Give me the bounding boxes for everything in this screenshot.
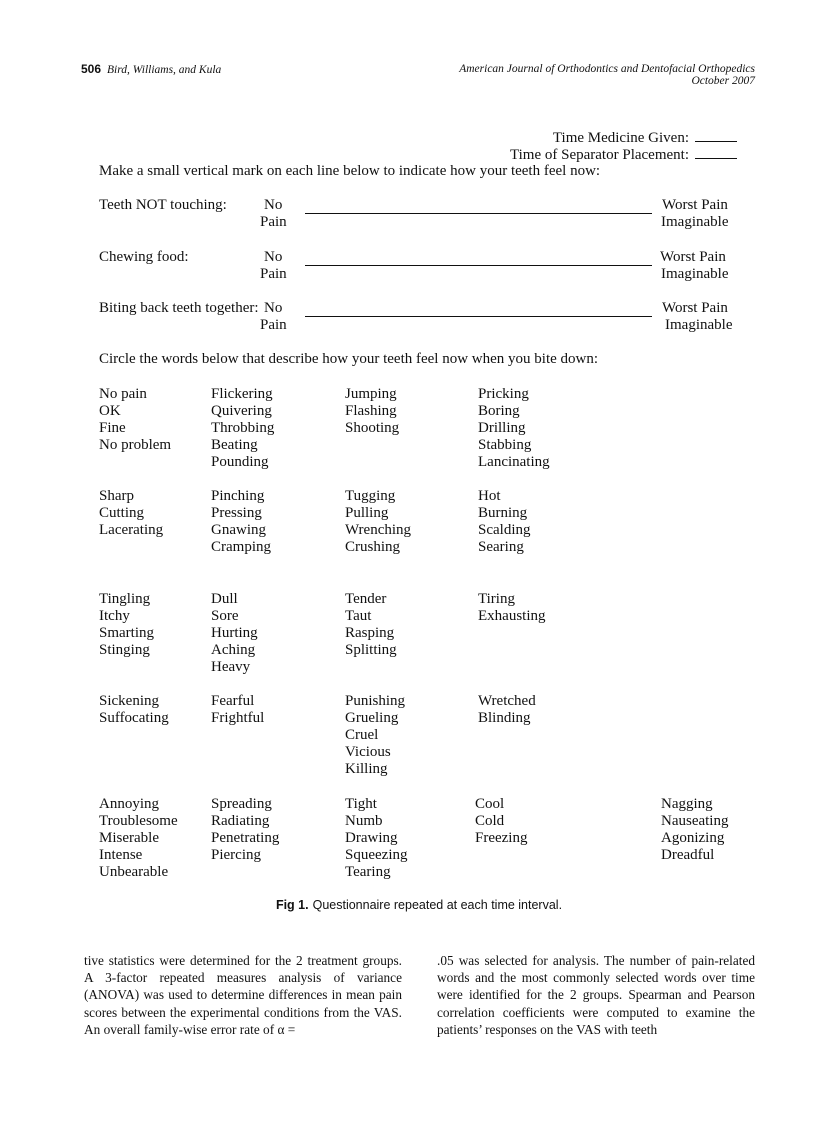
pain-word[interactable]: Miserable bbox=[99, 830, 159, 846]
time-separator-label: Time of Separator Placement: bbox=[510, 147, 689, 163]
authors: Bird, Williams, and Kula bbox=[107, 64, 222, 76]
pain-word[interactable]: Annoying bbox=[99, 796, 159, 812]
pain-word[interactable]: Hot bbox=[478, 488, 501, 504]
pain-word[interactable]: Intense bbox=[99, 847, 143, 863]
pain-word[interactable]: Suffocating bbox=[99, 710, 169, 726]
pain-word[interactable]: Splitting bbox=[345, 642, 397, 658]
time-medicine-field bbox=[553, 129, 737, 147]
pain-word[interactable]: Drawing bbox=[345, 830, 398, 846]
pain-word[interactable]: Hurting bbox=[211, 625, 258, 641]
pain-word[interactable]: Unbearable bbox=[99, 864, 169, 880]
pain-word[interactable]: Lancinating bbox=[478, 454, 550, 470]
journal-name: American Journal of Orthodontics and Dentofacial Orthopedics bbox=[459, 63, 755, 75]
time-separator-field bbox=[510, 146, 737, 164]
pain-word[interactable]: Pulling bbox=[345, 505, 389, 521]
pain-word[interactable]: Aching bbox=[211, 642, 256, 658]
pain-word[interactable]: Radiating bbox=[211, 813, 270, 829]
pain-word[interactable]: Flickering bbox=[211, 386, 273, 402]
vas-right-anchor: Worst Pain bbox=[660, 249, 726, 265]
pain-word[interactable]: Sharp bbox=[99, 488, 134, 504]
pain-word[interactable]: Exhausting bbox=[478, 608, 546, 624]
pain-word[interactable]: Heavy bbox=[211, 659, 251, 675]
pain-word[interactable]: Wretched bbox=[478, 693, 536, 709]
vas-label: Chewing food: bbox=[99, 249, 189, 265]
figure-label: Fig 1. bbox=[275, 898, 309, 912]
running-header-right bbox=[459, 63, 755, 87]
figure-caption bbox=[0, 898, 838, 912]
pain-word[interactable]: Scalding bbox=[478, 522, 531, 538]
pain-word[interactable]: Spreading bbox=[211, 796, 272, 812]
pain-word[interactable]: Dreadful bbox=[661, 847, 715, 863]
pain-word[interactable]: Crushing bbox=[345, 539, 401, 555]
pain-word[interactable]: No pain bbox=[99, 386, 147, 402]
pain-word[interactable]: Boring bbox=[478, 403, 520, 419]
pain-word[interactable]: Quivering bbox=[211, 403, 272, 419]
time-medicine-label: Time Medicine Given: bbox=[552, 130, 689, 146]
pain-word[interactable]: Cutting bbox=[99, 505, 145, 521]
pain-word[interactable]: Blinding bbox=[478, 710, 531, 726]
page-number: 506 bbox=[81, 62, 102, 76]
pain-word[interactable]: Lacerating bbox=[99, 522, 164, 538]
vas-left-anchor: No bbox=[264, 197, 283, 213]
pain-word[interactable]: Sore bbox=[211, 608, 239, 624]
pain-word[interactable]: Vicious bbox=[345, 744, 391, 760]
vas-instruction: Make a small vertical mark on each line below to indicate how your teeth feel now: bbox=[99, 163, 601, 179]
pain-word[interactable]: Cruel bbox=[345, 727, 379, 743]
vas-line[interactable] bbox=[305, 265, 652, 266]
pain-word[interactable]: Stinging bbox=[99, 642, 150, 658]
pain-word[interactable]: Pricking bbox=[478, 386, 529, 402]
vas-right-anchor: Worst Pain bbox=[662, 300, 728, 316]
pain-word[interactable]: Stabbing bbox=[478, 437, 532, 453]
vas-left-anchor: No bbox=[264, 300, 283, 316]
pain-word[interactable]: Frightful bbox=[211, 710, 265, 726]
pain-word[interactable]: Tugging bbox=[345, 488, 396, 504]
pain-word[interactable]: Troublesome bbox=[99, 813, 178, 829]
words-instruction: Circle the words below that describe how your teeth feel now when you bite down: bbox=[99, 351, 599, 367]
pain-word[interactable]: Cramping bbox=[211, 539, 271, 555]
figure-caption-text: Questionnaire repeated at each time interval. bbox=[312, 898, 563, 912]
body-column-left: tive statistics were determined for the 2 treatment groups. A 3-factor repeated measures analysis of variance (ANOVA) was used to determine differences in mean pain scores between the experimental conditions from the VAS. An overall family-wise error rate of α = bbox=[84, 953, 402, 1037]
pain-word[interactable]: Flashing bbox=[345, 403, 397, 419]
pain-word[interactable]: Tender bbox=[345, 591, 387, 607]
pain-word[interactable]: Dull bbox=[211, 591, 238, 607]
pain-word[interactable]: Beating bbox=[211, 437, 258, 453]
pain-word[interactable]: Punishing bbox=[345, 693, 406, 709]
vas-line[interactable] bbox=[305, 213, 652, 214]
pain-word[interactable]: OK bbox=[99, 403, 121, 419]
blank-line bbox=[695, 129, 737, 142]
issue-date: October 2007 bbox=[691, 75, 755, 87]
pain-word[interactable]: Nauseating bbox=[661, 813, 729, 829]
pain-word[interactable]: Jumping bbox=[345, 386, 397, 402]
pain-word[interactable]: Freezing bbox=[475, 830, 528, 846]
vas-right-anchor-2: Imaginable bbox=[661, 214, 729, 230]
blank-line bbox=[695, 146, 737, 159]
pain-word[interactable]: Searing bbox=[478, 539, 524, 555]
pain-word[interactable]: Fearful bbox=[211, 693, 255, 709]
pain-word[interactable]: Drilling bbox=[478, 420, 526, 436]
pain-word[interactable]: Penetrating bbox=[211, 830, 280, 846]
pain-word[interactable]: Pressing bbox=[211, 505, 262, 521]
vas-left-anchor: No bbox=[264, 249, 283, 265]
pain-word[interactable]: Rasping bbox=[345, 625, 395, 641]
pain-word[interactable]: Smarting bbox=[99, 625, 154, 641]
pain-word[interactable]: Burning bbox=[478, 505, 528, 521]
pain-word[interactable]: Fine bbox=[99, 420, 126, 436]
pain-word[interactable]: Cold bbox=[475, 813, 505, 829]
running-header-left bbox=[81, 62, 221, 76]
pain-word[interactable]: Piercing bbox=[211, 847, 261, 863]
pain-word[interactable]: Tearing bbox=[345, 864, 391, 880]
body-column-right: .05 was selected for analysis. The number of pain-related words and the most commonly selected words over time were identified for the 2 groups. Spearman and Pearson correlation coefficients were computed to examine the patients’ responses on the VAS with teeth bbox=[437, 953, 755, 1037]
vas-label: Biting back teeth together: bbox=[99, 300, 259, 316]
pain-word[interactable]: Tiring bbox=[478, 591, 515, 607]
pain-word[interactable]: Gnawing bbox=[211, 522, 266, 538]
pain-word[interactable]: Sickening bbox=[99, 693, 159, 709]
vas-left-anchor-2: Pain bbox=[260, 266, 287, 282]
pain-word[interactable]: Shooting bbox=[345, 420, 400, 436]
pain-word[interactable]: Itchy bbox=[99, 608, 130, 624]
pain-word[interactable]: No problem bbox=[99, 437, 172, 453]
pain-word[interactable]: Pounding bbox=[211, 454, 269, 470]
pain-word[interactable]: Killing bbox=[345, 761, 388, 777]
vas-left-anchor-2: Pain bbox=[260, 214, 287, 230]
pain-word[interactable]: Tingling bbox=[99, 591, 151, 607]
pain-word[interactable]: Grueling bbox=[345, 710, 399, 726]
vas-label: Teeth NOT touching: bbox=[99, 197, 227, 213]
pain-word[interactable]: Agonizing bbox=[661, 830, 725, 846]
pain-word[interactable]: Squeezing bbox=[345, 847, 408, 863]
pain-word[interactable]: Nagging bbox=[661, 796, 713, 812]
vas-left-anchor-2: Pain bbox=[260, 317, 287, 333]
pain-word[interactable]: Pinching bbox=[211, 488, 265, 504]
vas-line[interactable] bbox=[305, 316, 652, 317]
vas-right-anchor-2: Imaginable bbox=[665, 317, 733, 333]
pain-word[interactable]: Numb bbox=[345, 813, 383, 829]
vas-right-anchor: Worst Pain bbox=[662, 197, 728, 213]
pain-word[interactable]: Wrenching bbox=[345, 522, 412, 538]
vas-right-anchor-2: Imaginable bbox=[661, 266, 729, 282]
pain-word[interactable]: Taut bbox=[345, 608, 372, 624]
pain-word[interactable]: Cool bbox=[475, 796, 505, 812]
pain-word[interactable]: Tight bbox=[345, 796, 377, 812]
pain-word[interactable]: Throbbing bbox=[211, 420, 275, 436]
